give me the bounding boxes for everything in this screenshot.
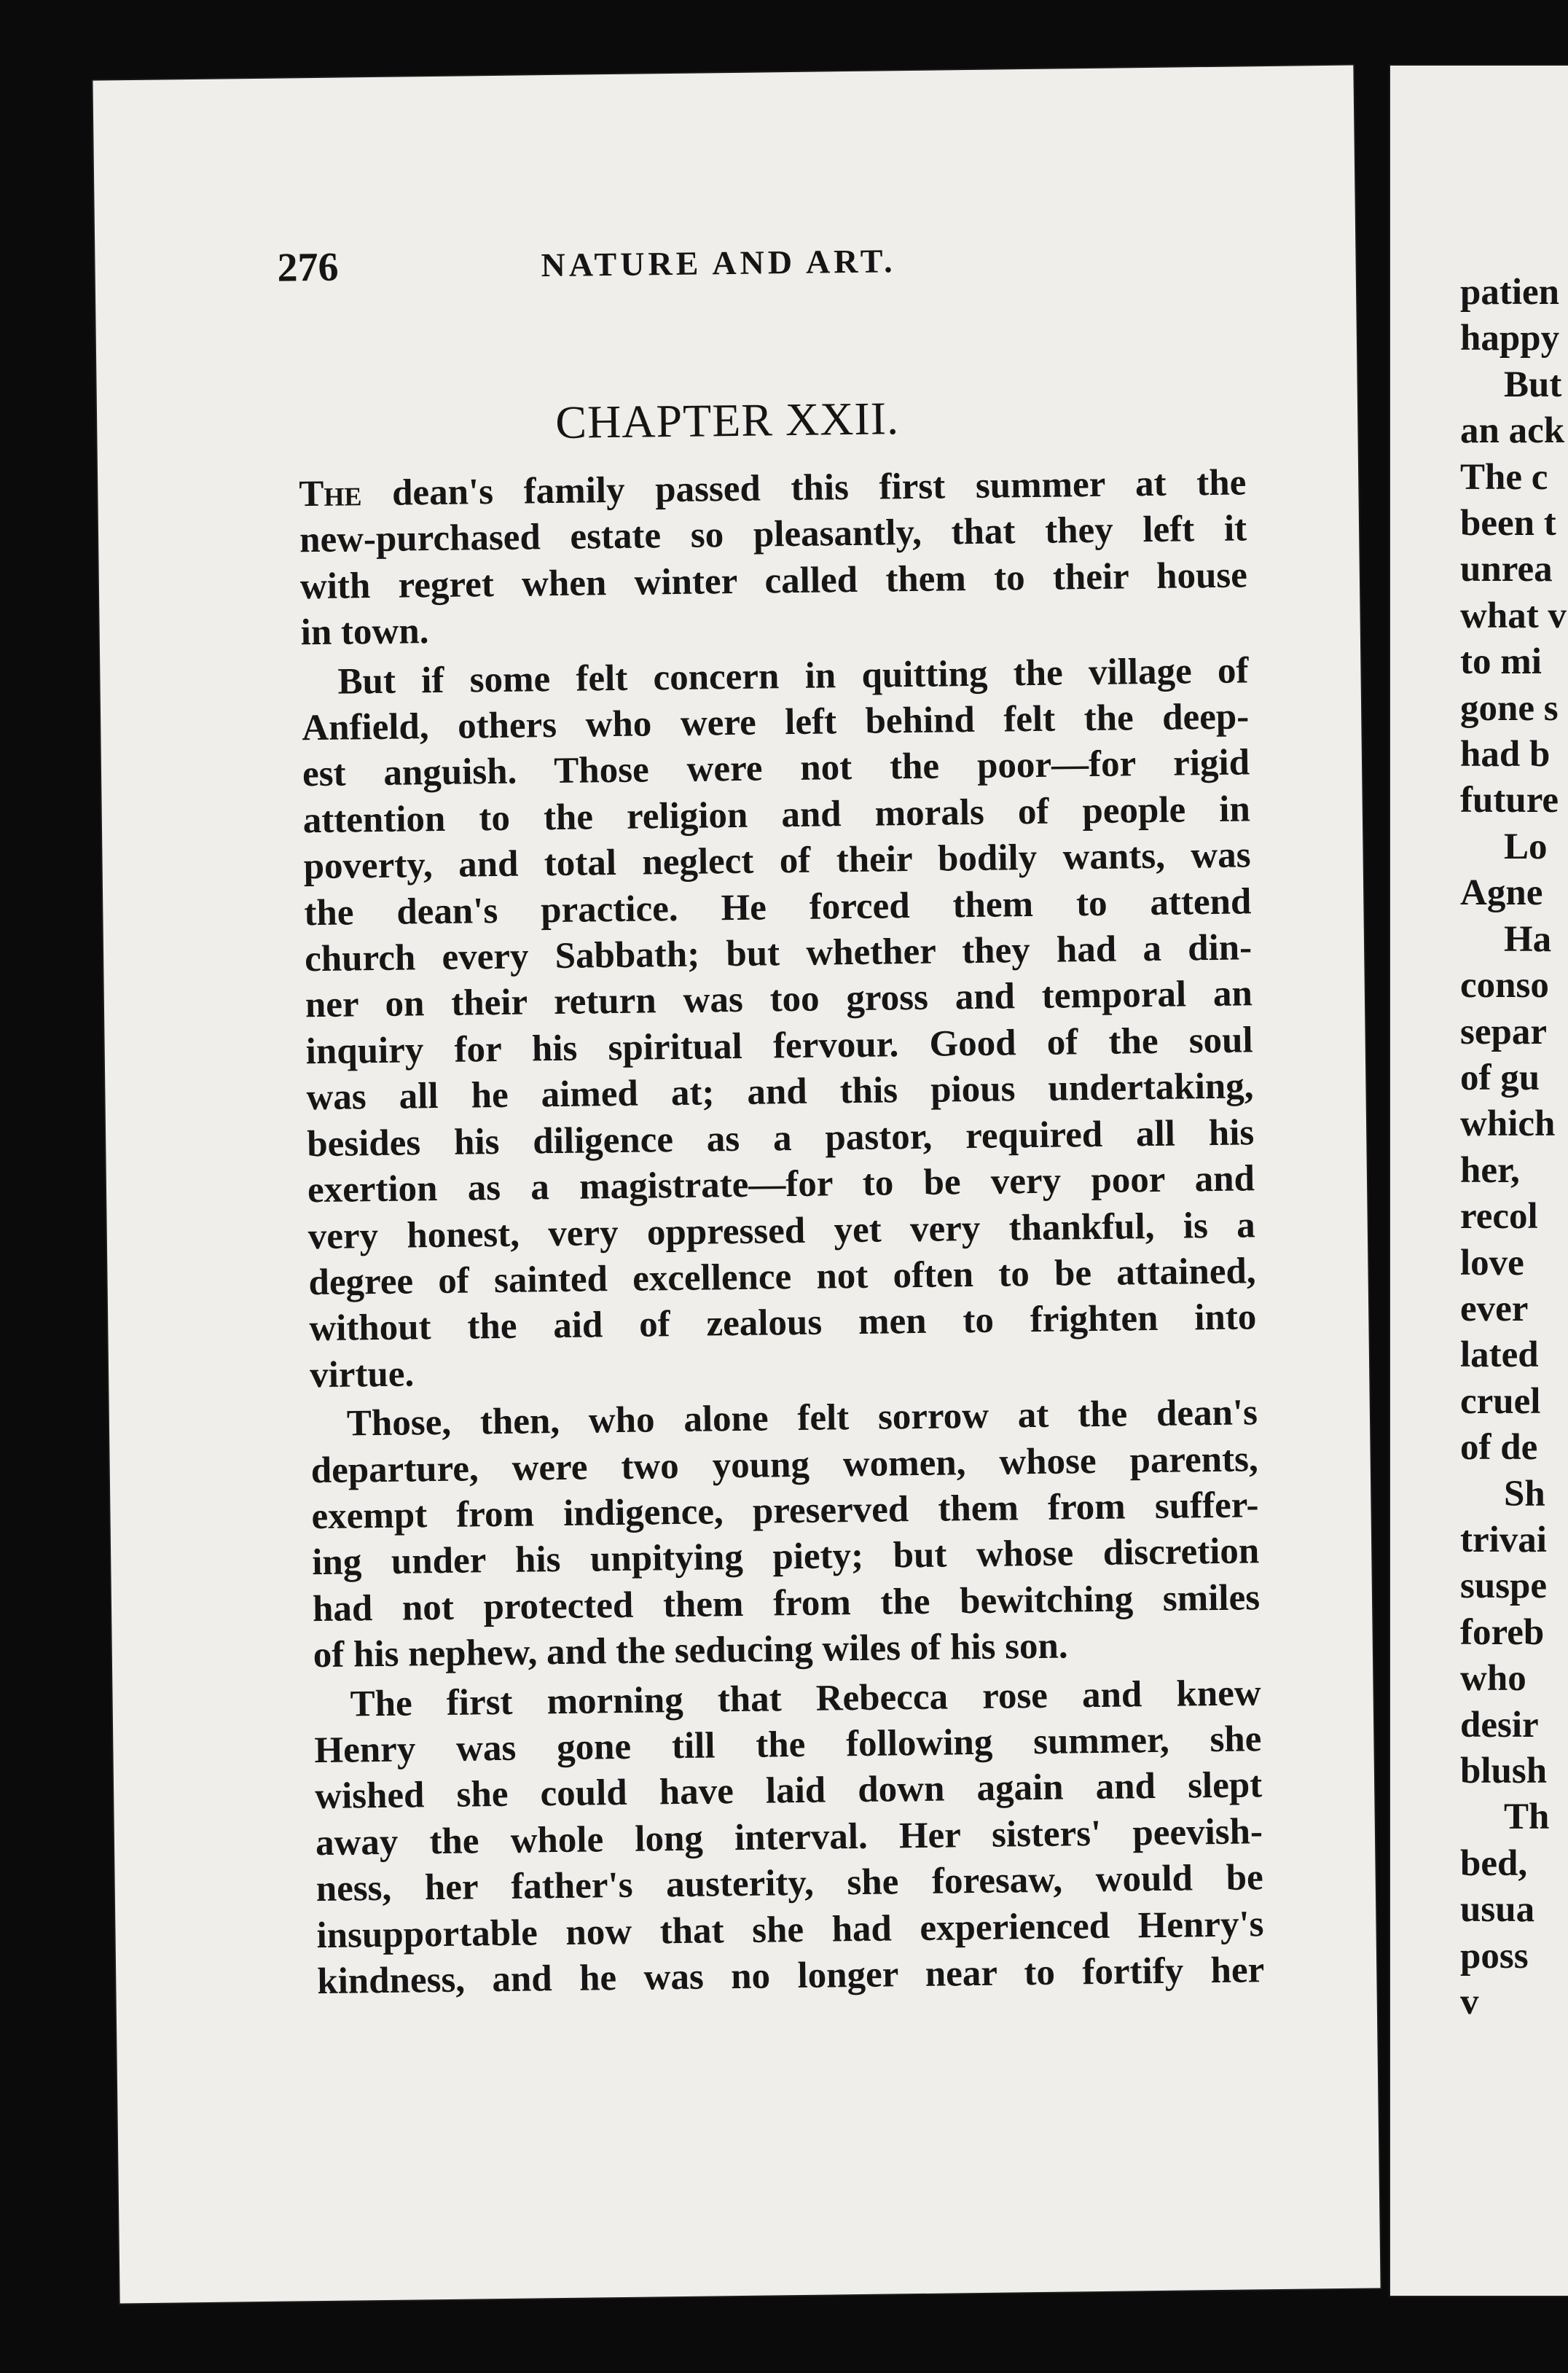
text-line: est anguish. Those were not the poor—for rigid [302, 742, 1250, 795]
facing-text-line: trivai [1460, 1519, 1547, 1560]
facing-text-line: who [1460, 1658, 1526, 1700]
text-line: kindness, and he was no longer near to fortify her [316, 1950, 1265, 2003]
text-line: church every Sabbath; but whether they had a din- [304, 927, 1253, 980]
text-line: departure, were two young women, whose parents, [310, 1438, 1258, 1491]
facing-text-line: lated [1460, 1334, 1539, 1376]
paragraph-3 [310, 1390, 1261, 1678]
facing-text-line: separ [1460, 1011, 1547, 1052]
facing-text-line: Th [1504, 1797, 1550, 1838]
text-line: Henry was gone till the following summer, she [314, 1719, 1262, 1772]
facing-text-line: Agne [1460, 872, 1543, 914]
chapter-body [299, 460, 1265, 2008]
facing-text-line: of de [1460, 1427, 1538, 1469]
text-line: wished she could have laid down again and slept [314, 1764, 1263, 1818]
facing-text-line: been t [1460, 503, 1556, 544]
facing-text-line: an ack [1460, 410, 1565, 452]
facing-text-line: to mi [1460, 641, 1542, 683]
facing-text-line: bed, [1460, 1842, 1528, 1884]
facing-text-line: Ha [1504, 918, 1552, 960]
text-line: insupportable now that she had experienced Henry's [316, 1903, 1264, 1956]
facing-text-line: poss [1460, 1935, 1529, 1977]
text-line: without the aid of zealous men to frighten into [309, 1297, 1257, 1350]
text-line: away the whole long interval. Her sisters' peevish- [315, 1811, 1263, 1864]
facing-text-line: had b [1460, 734, 1551, 775]
text-line: new-purchased estate so pleasantly, that they left it [299, 508, 1247, 561]
facing-text-line: cruel [1460, 1380, 1541, 1422]
facing-text-line: what v [1460, 595, 1567, 636]
text-line: But if some felt concern in quitting the village of [337, 649, 1249, 703]
facing-text-line: desir [1460, 1704, 1539, 1745]
book-page-right-partial [1390, 66, 1568, 2296]
page-number: 276 [277, 244, 339, 291]
facing-text-line: patien [1460, 272, 1560, 313]
text-line: degree of sainted excellence not often to be attained, [308, 1251, 1256, 1304]
facing-text-line: unrea [1460, 549, 1553, 590]
text-line: virtue. [309, 1353, 415, 1396]
text-line: was all he aimed at; and this pious undertaking, [306, 1066, 1254, 1119]
lead-word: The [299, 473, 362, 515]
text-line: poverty, and total neglect of their bodily wants, was [303, 834, 1251, 888]
facing-text-line: conso [1460, 965, 1549, 1006]
facing-text-line: The c [1460, 456, 1548, 498]
text-line: very honest, very oppressed yet very thankful, is a [307, 1204, 1256, 1257]
facing-text-line: love [1460, 1242, 1524, 1283]
text-line: besides his diligence as a pastor, required all his [306, 1112, 1255, 1165]
facing-text-line: Lo [1504, 826, 1548, 867]
text-line: with regret when winter called them to their house [299, 555, 1248, 608]
text-line: in town. [300, 611, 429, 654]
paragraph-2 [301, 648, 1257, 1399]
paragraph-4 [313, 1670, 1264, 2006]
paragraph-1 [299, 460, 1248, 656]
text-line: Those, then, who alone felt sorrow at the dean's [346, 1392, 1258, 1444]
facing-text-line: usua [1460, 1889, 1535, 1931]
facing-text-line: Sh [1504, 1473, 1545, 1514]
text-line: inquiry for his spiritual fervour. Good of the soul [305, 1020, 1253, 1073]
running-head [277, 232, 1239, 302]
facing-text-line: her, [1460, 1149, 1520, 1191]
text-line: attention to the religion and morals of people in [302, 789, 1251, 842]
running-title: NATURE AND ART. [541, 242, 896, 284]
facing-text-line: ever [1460, 1288, 1529, 1329]
text-line: exempt from indigence, preserved them from suffer- [311, 1485, 1259, 1538]
facing-text-line: future [1460, 780, 1559, 821]
text-line: the dean's practice. He forced them to attend [304, 881, 1252, 934]
text-line: had not protected them from the bewitching smiles [312, 1577, 1261, 1630]
chapter-title: CHAPTER XXII. [554, 392, 900, 448]
facing-text-line: happy [1460, 318, 1560, 359]
facing-text-line: which [1460, 1103, 1556, 1145]
book-page-left [93, 66, 1380, 2304]
facing-text-line: suspe [1460, 1565, 1548, 1607]
facing-text-line: But [1504, 364, 1562, 405]
text-line: Anfield, others who were left behind felt the deep- [301, 696, 1250, 749]
facing-text-line: gone s [1460, 687, 1559, 729]
facing-text-line: v [1460, 1982, 1479, 2023]
facing-text-line: of gu [1460, 1057, 1540, 1098]
facing-text-line: foreb [1460, 1611, 1545, 1653]
text-line: ing under his unpitying piety; but whose discretion [311, 1530, 1260, 1584]
text-line: The dean's family passed this first summer at the [299, 462, 1247, 515]
facing-text-line: recol [1460, 1196, 1538, 1238]
text-line: The first morning that Rebecca rose and knew [350, 1672, 1261, 1725]
facing-page-text [1460, 270, 1568, 2025]
facing-text-line: blush [1460, 1751, 1548, 1791]
text-line: of his nephew, and the seducing wiles of his son. [313, 1625, 1068, 1676]
text-line: ness, her father's austerity, she foresaw, would be [315, 1857, 1264, 1910]
text-line: exertion as a magistrate—for to be very poor and [307, 1158, 1255, 1211]
text-line: ner on their return was too gross and temporal an [305, 973, 1253, 1026]
